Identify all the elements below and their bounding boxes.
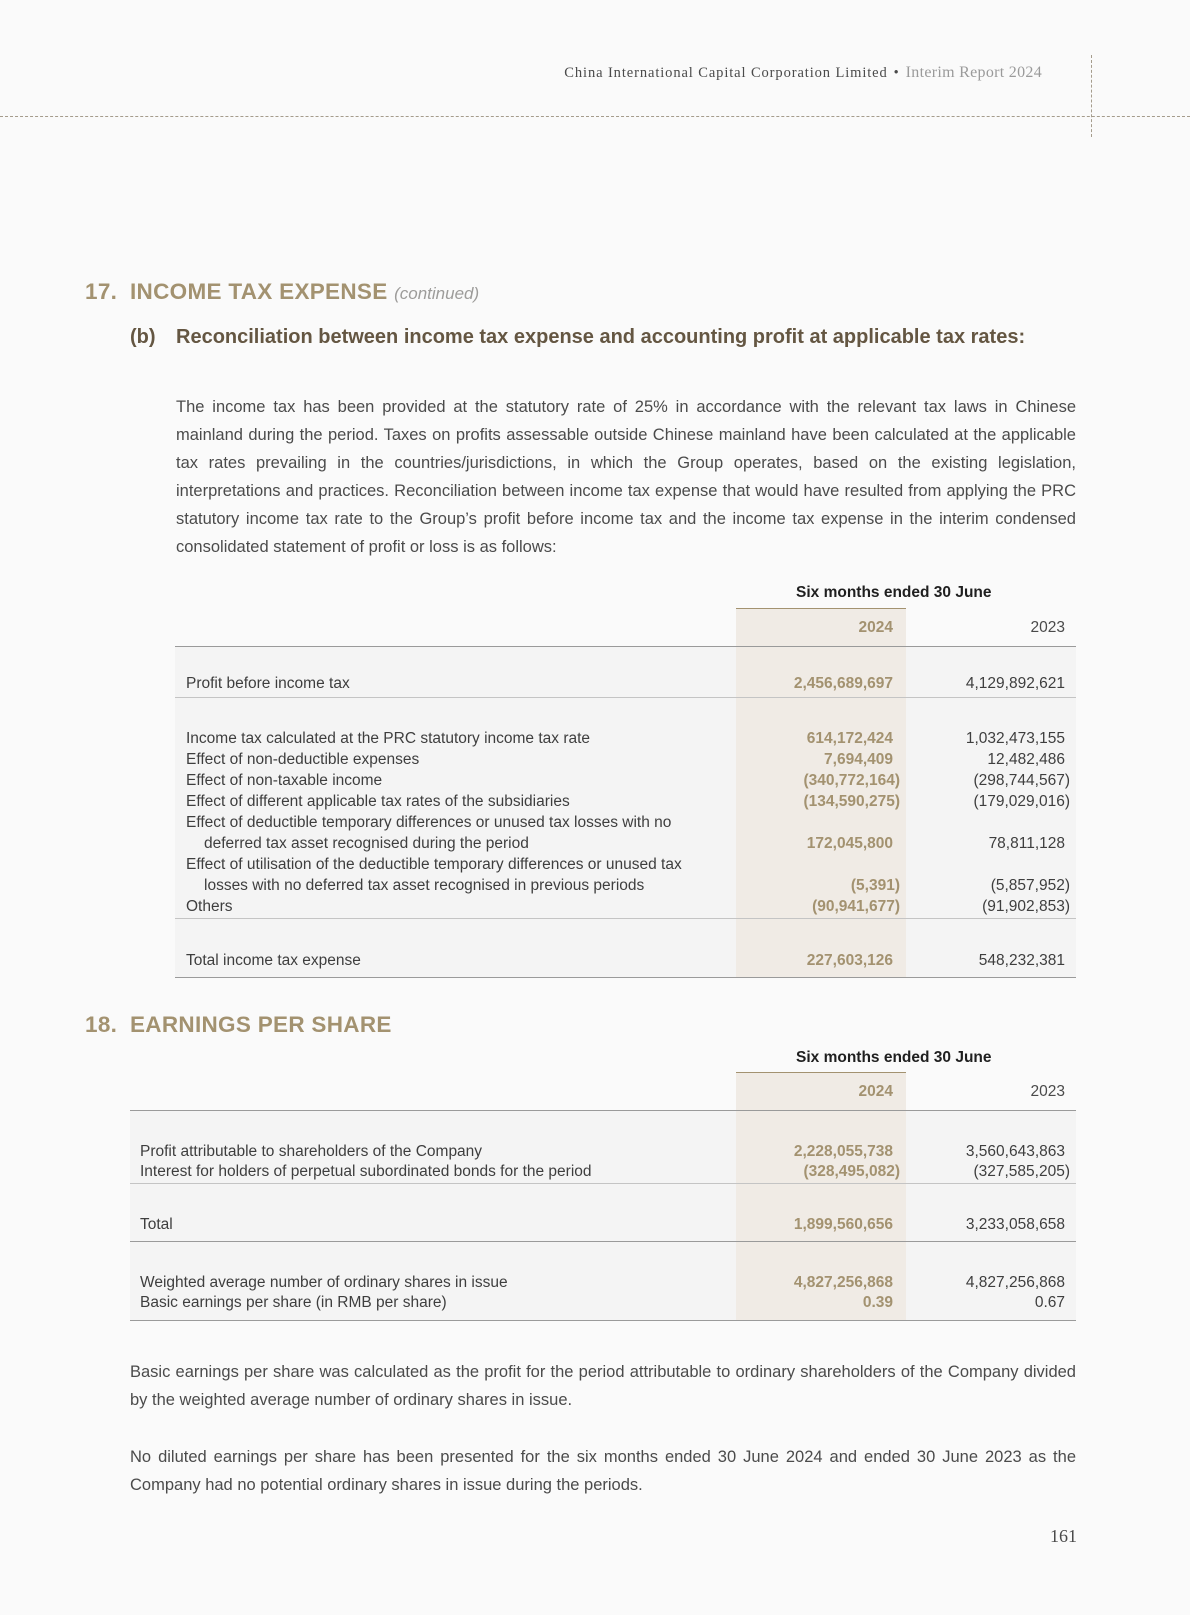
value-2024: 227,603,126 bbox=[806, 952, 893, 969]
value-2023: (179,029,016) bbox=[973, 793, 1070, 810]
row-rule bbox=[175, 918, 1076, 919]
value-2023: 4,129,892,621 bbox=[965, 675, 1065, 692]
bottom-rule bbox=[175, 977, 1076, 978]
value-2024: 614,172,424 bbox=[806, 730, 893, 747]
value-2024: 2,228,055,738 bbox=[793, 1143, 893, 1160]
row-rule bbox=[130, 1183, 1076, 1184]
subsection-title: Reconciliation between income tax expense and accounting profit at applicable tax rates: bbox=[176, 326, 1026, 348]
subsection-label: (b) bbox=[130, 326, 156, 348]
value-2023: 548,232,381 bbox=[978, 952, 1065, 969]
row-label: Weighted average number of ordinary shares in issue bbox=[140, 1274, 508, 1291]
basic-eps-paragraph: Basic earnings per share was calculated as the profit for the period attributable to ordinary shareholders of the Company divided by the weighted average number of ordinary shares in issue. bbox=[130, 1363, 1076, 1409]
value-2024: 1,899,560,656 bbox=[793, 1216, 893, 1233]
header-dashed-vertical-rule bbox=[1091, 55, 1092, 137]
bottom-rule bbox=[130, 1320, 1076, 1321]
column-header-2023: 2023 bbox=[1030, 1083, 1065, 1100]
section-number: 18. bbox=[85, 1012, 118, 1037]
row-label: Profit attributable to shareholders of the Company bbox=[140, 1143, 483, 1160]
row-label: Basic earnings per share (in RMB per share) bbox=[140, 1294, 447, 1311]
value-2023: 4,827,256,868 bbox=[965, 1274, 1065, 1291]
row-label: Effect of deductible temporary differences or unused tax losses with no bbox=[186, 814, 672, 831]
value-2024: (134,590,275) bbox=[803, 793, 900, 810]
value-2023: 3,560,643,863 bbox=[965, 1143, 1065, 1160]
column-header-2023: 2023 bbox=[1030, 619, 1065, 636]
row-label: Profit before income tax bbox=[186, 675, 350, 692]
value-2023: (327,585,205) bbox=[973, 1163, 1070, 1180]
value-2024: 0.39 bbox=[862, 1294, 893, 1311]
row-label: Effect of utilisation of the deductible temporary differences or unused tax bbox=[186, 856, 682, 873]
value-2024: (340,772,164) bbox=[803, 772, 900, 789]
row-label: Effect of different applicable tax rates of the subsidiaries bbox=[186, 793, 570, 810]
header-rule bbox=[130, 1110, 1076, 1111]
value-2023: (91,902,853) bbox=[982, 898, 1070, 915]
row-label: Effect of non-deductible expenses bbox=[186, 751, 420, 768]
value-2023: (298,744,567) bbox=[973, 772, 1070, 789]
value-2023: 12,482,486 bbox=[987, 751, 1065, 768]
value-2023: 78,811,128 bbox=[988, 835, 1065, 852]
row-label-total: Total bbox=[140, 1216, 173, 1233]
header-rule bbox=[175, 646, 1076, 647]
row-label-continued: deferred tax asset recognised during the period bbox=[204, 835, 529, 852]
value-2023: 0.67 bbox=[1034, 1294, 1065, 1311]
section-number: 17. bbox=[85, 279, 118, 304]
row-label: Others bbox=[186, 898, 233, 915]
tax-explanation-paragraph: The income tax has been provided at the statutory rate of 25% in accordance with the relevant tax laws in Chinese mainland during the period. Taxes on profits assessable outside Chinese mainland have been calculated at the applicable tax rates prevailing in the countries/jurisdictions, in which the Group operates, based on the existing legislation, interpretations and practices. Reconciliation between income tax expense that would have resulted from applying the PRC statutory income tax rate to the Group’s profit before income tax and the income tax expense in the interim condensed consolidated statement of profit or loss is as follows: bbox=[176, 398, 1076, 556]
row-label-continued: losses with no deferred tax asset recognised in previous periods bbox=[204, 877, 645, 894]
period-header: Six months ended 30 June bbox=[796, 584, 992, 601]
value-2024: (5,391) bbox=[850, 877, 900, 894]
section-18-heading bbox=[85, 1012, 392, 1038]
value-2023: (5,857,952) bbox=[990, 877, 1070, 894]
value-2024: 7,694,409 bbox=[824, 751, 893, 768]
value-2024: 2,456,689,697 bbox=[793, 675, 893, 692]
row-label: Income tax calculated at the PRC statutory income tax rate bbox=[186, 730, 591, 747]
section-17-heading bbox=[85, 279, 479, 305]
running-header bbox=[564, 64, 1042, 82]
column-header-2024: 2024 bbox=[858, 619, 893, 636]
row-rule bbox=[175, 697, 1076, 698]
value-2024: (90,941,677) bbox=[812, 898, 900, 915]
section-title: EARNINGS PER SHARE bbox=[130, 1012, 392, 1037]
row-label: Interest for holders of perpetual subordinated bonds for the period bbox=[140, 1163, 592, 1180]
section-title: INCOME TAX EXPENSE bbox=[130, 279, 388, 304]
bullet-separator: • bbox=[893, 65, 900, 81]
page-number: 161 bbox=[1050, 1526, 1077, 1546]
column-header-2024: 2024 bbox=[858, 1083, 893, 1100]
value-2024: (328,495,082) bbox=[803, 1163, 900, 1180]
header-dashed-rule bbox=[0, 116, 1190, 117]
row-rule bbox=[130, 1241, 1076, 1242]
diluted-eps-paragraph: No diluted earnings per share has been presented for the six months ended 30 June 2024 and ended 30 June 2023 as the Company had no potential ordinary shares in issue during the periods. bbox=[130, 1448, 1076, 1494]
row-label-total: Total income tax expense bbox=[186, 952, 361, 969]
value-2023: 1,032,473,155 bbox=[965, 730, 1065, 747]
value-2023: 3,233,058,658 bbox=[965, 1216, 1065, 1233]
period-header: Six months ended 30 June bbox=[796, 1049, 992, 1066]
continued-note: (continued) bbox=[394, 284, 480, 303]
company-name: China International Capital Corporation Limited bbox=[564, 65, 888, 81]
value-2024: 4,827,256,868 bbox=[793, 1274, 893, 1291]
report-title: Interim Report 2024 bbox=[905, 64, 1042, 81]
row-label: Effect of non-taxable income bbox=[186, 772, 383, 789]
value-2024: 172,045,800 bbox=[806, 835, 893, 852]
